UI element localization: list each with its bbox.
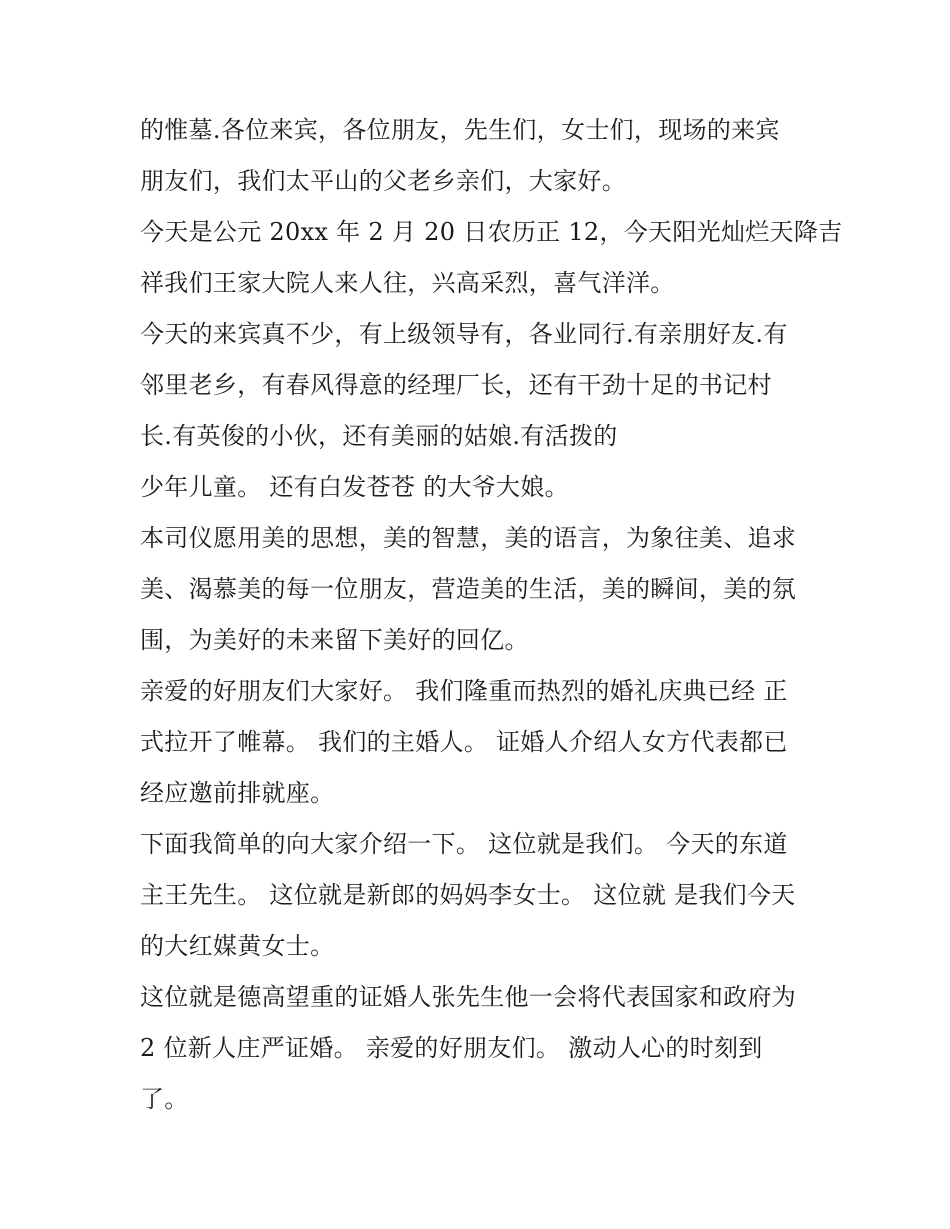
text-line-8: 少年儿童。 还有白发苍苍 的大爷大娘。: [140, 473, 569, 501]
text-line-20: 了。: [140, 1085, 189, 1113]
text-line-18: 这位就是德高望重的证婚人张先生他一会将代表国家和政府为: [140, 983, 797, 1011]
text-line-11: 围，为美好的未来留下美好的回亿。: [140, 626, 529, 654]
text-line-19: 2 位新人庄严证婚。 亲爱的好朋友们。 激动人心的时刻到: [140, 1034, 763, 1062]
text-line-16: 主王先生。 这位就是新郎的妈妈李女士。 这位就 是我们今天: [140, 881, 796, 909]
text-line-3: 今天是公元 20xx 年 2 月 20 日农历正 12，今天阳光灿烂天降吉: [140, 218, 843, 246]
text-line-15: 下面我简单的向大家介绍一下。 这位就是我们。 今天的东道: [140, 830, 788, 858]
text-line-2: 朋友们，我们太平山的父老乡亲们，大家好。: [140, 167, 626, 195]
text-line-13: 式拉开了帷幕。 我们的主婚人。 证婚人介绍人女方代表都已: [140, 728, 788, 756]
text-line-4: 祥我们王家大院人来人往，兴高采烈，喜气洋洋。: [140, 269, 675, 297]
text-line-1: 的惟墓.各位来宾，各位朋友，先生们，女士们，现场的来宾: [140, 116, 780, 144]
document-body: [140, 108, 843, 1128]
text-line-6: 邻里老乡，有春风得意的经理厂长，还有干劲十足的书记村: [140, 371, 772, 399]
text-line-7: 长.有英俊的小伙，还有美丽的姑娘.有活拨的: [140, 422, 618, 450]
text-line-12: 亲爱的好朋友们大家好。 我们隆重而热烈的婚礼庆典已经 正: [140, 677, 788, 705]
text-line-10: 美、渴慕美的每一位朋友，营造美的生活，美的瞬间，美的氛: [140, 575, 797, 603]
text-line-9: 本司仪愿用美的思想，美的智慧，美的语言，为象往美、追求: [140, 524, 797, 552]
text-line-5: 今天的来宾真不少，有上级领导有，各业同行.有亲朋好友.有: [140, 320, 788, 348]
text-line-17: 的大红媒黄女士。: [140, 932, 335, 960]
text-line-14: 经应邀前排就座。: [140, 779, 335, 807]
